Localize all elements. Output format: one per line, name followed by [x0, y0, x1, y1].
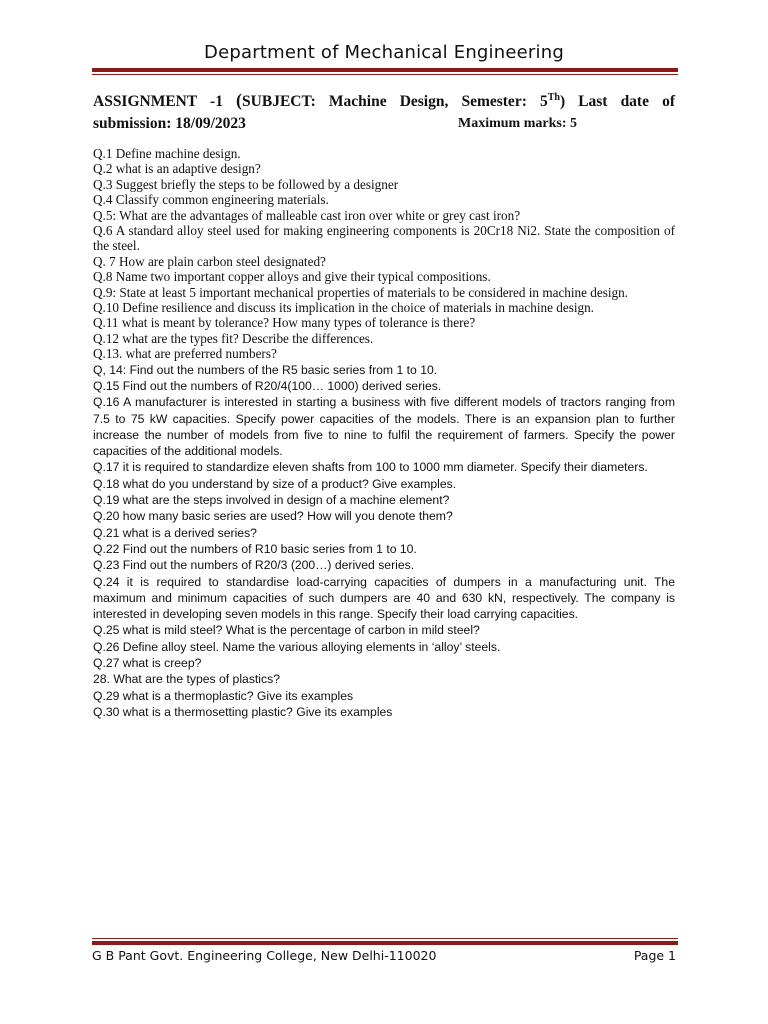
question-item: Q.25 what is mild steel? What is the percentage of carbon in mild steel? [93, 623, 480, 638]
question-list [93, 146, 675, 720]
question-item: Q. 7 How are plain carbon steel designated? [93, 253, 326, 269]
question-item: Q.27 what is creep? [93, 656, 202, 671]
question-item: Q.9: State at least 5 important mechanical properties of materials to be considered in machine design. [93, 284, 629, 300]
question-item: Q.18 what do you understand by size of a product? Give examples. [93, 476, 457, 491]
assignment-last-date: ) Last date of [559, 93, 675, 110]
question-item: Q.2 what is an adaptive design? [93, 161, 261, 177]
question-item: Q.29 what is a thermoplastic? Give its examples [93, 688, 354, 703]
question-item: Q, 14: Find out the numbers of the R5 basic series from 1 to 10. [93, 362, 438, 377]
question-item: Q.11 what is meant by tolerance? How many types of tolerance is there? [93, 315, 476, 331]
question-item: Q.19 what are the steps involved in design of a machine element? [93, 493, 450, 508]
assignment-subject: SUBJECT: Machine Design, Semester: 5 [242, 93, 548, 110]
question-item: Q.10 Define resilience and discuss its implication in the choice of materials in machine design. [93, 300, 594, 316]
question-item: Q.1 Define machine design. [93, 146, 241, 161]
assignment-line2 [93, 113, 675, 134]
header-rule-thin [92, 74, 678, 75]
semester-superscript: Th [547, 92, 560, 103]
question-item: Q.12 what are the types fit? Describe the differences. [93, 330, 374, 346]
question-item: Q.8 Name two important copper alloys and give their typical compositions. [93, 269, 491, 285]
assignment-paren: ( [236, 90, 243, 110]
question-item: Q.13. what are preferred numbers? [93, 346, 277, 362]
question-item: Q.21 what is a derived series? [93, 525, 257, 540]
submission-date: submission: 18/09/2023 [93, 115, 246, 132]
assignment-label: ASSIGNMENT -1 [93, 93, 237, 110]
maximum-marks: Maximum marks: 5 [458, 116, 577, 131]
question-item: Q.24 it is required to standardise load-carrying capacities of dumpers in a manufacturing unit. The maximum and minimum capacities of such dumpers are 40 and 630 kN, respectively. The company is interested in developing seven models in this range. Specify their load carrying capacities. [93, 574, 675, 622]
footer-page-number: Page 1 [633, 948, 676, 963]
question-item: Q.22 Find out the numbers of R10 basic series from 1 to 10. [93, 541, 417, 556]
question-item: Q.15 Find out the numbers of R20/4(100… 1000) derived series. [93, 378, 442, 393]
question-item: Q.17 it is required to standardize eleven shafts from 100 to 1000 mm diameter. Specify their diameters. [93, 460, 648, 475]
footer-rule-thin [92, 938, 678, 939]
assignment-heading [93, 90, 675, 112]
question-item: 28. What are the types of plastics? [93, 672, 280, 687]
question-item: Q.30 what is a thermosetting plastic? Give its examples [93, 704, 393, 719]
question-item: Q.26 Define alloy steel. Name the various alloying elements in ‘alloy’ steels. [93, 639, 501, 654]
question-item: Q.6 A standard alloy steel used for making engineering components is 20Cr18 Ni2. State the composition of the steel. [93, 223, 675, 254]
page-header-title: Department of Mechanical Engineering [204, 42, 564, 63]
question-item: Q.23 Find out the numbers of R20/3 (200…) derived series. [93, 558, 415, 573]
header-rule-thick [92, 68, 678, 72]
question-item: Q.20 how many basic series are used? How will you denote them? [93, 509, 453, 524]
question-item: Q.3 Suggest briefly the steps to be followed by a designer [93, 176, 399, 192]
footer-rule-thick [92, 941, 678, 945]
footer-college: G B Pant Govt. Engineering College, New Delhi-110020 [92, 948, 437, 963]
question-item: Q.4 Classify common engineering materials. [93, 192, 329, 208]
question-item: Q.16 A manufacturer is interested in starting a business with five different models of tractors ranging from 7.5 to 75 kW capacities. Specify power capacities of the models. There is an expansion plan to further increase the number of models from five to nine to fulfil the requirement of farmers. Specify the power capacities of the additional models. [93, 395, 675, 459]
question-item: Q.5: What are the advantages of malleable cast iron over white or grey cast iron? [93, 207, 521, 223]
